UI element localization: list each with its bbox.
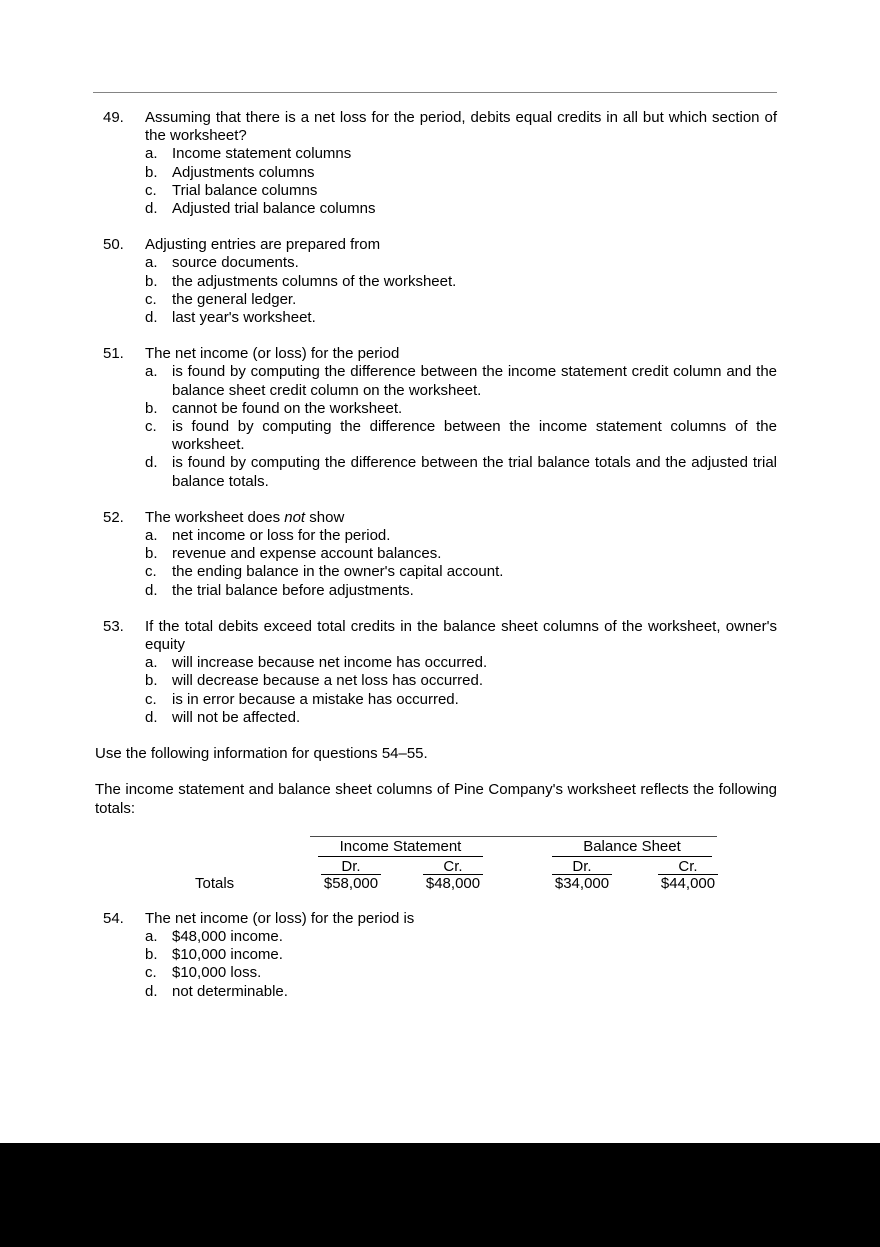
option-text: the adjustments columns of the worksheet.: [172, 272, 457, 290]
bottom-black-bar: [0, 1143, 880, 1247]
option-text: $10,000 income.: [172, 946, 283, 964]
question-body: [145, 109, 777, 218]
income-statement-header: Income Statement: [318, 838, 483, 857]
option: [145, 709, 777, 727]
option: [145, 691, 777, 709]
option-letter: b.: [145, 163, 158, 181]
column-header-cr-balance: Cr.: [658, 858, 718, 875]
question-49: [95, 109, 777, 218]
option-text: is found by computing the difference between the trial balance totals and the adjusted trial balance totals.: [172, 454, 777, 490]
option: [145, 672, 777, 690]
question-51: [95, 345, 777, 491]
option-letter: a.: [145, 927, 158, 945]
intro-note: Use the following information for questions 54–55.: [95, 745, 428, 763]
option-letter: b.: [145, 946, 158, 964]
option: [145, 254, 777, 272]
balance-sheet-header: Balance Sheet: [552, 838, 712, 857]
option-text: is found by computing the difference between the income statement columns of the worksheet.: [172, 418, 777, 454]
question-number: 51.: [103, 345, 124, 363]
option-letter: c.: [145, 690, 157, 708]
option: [145, 291, 777, 309]
option: [145, 454, 777, 490]
option-letter: c.: [145, 964, 157, 982]
question-title: [145, 509, 777, 527]
question-title: Assuming that there is a net loss for the period, debits equal credits in all but which section of the worksheet?: [145, 109, 777, 145]
table-top-rule: [310, 836, 717, 837]
option-letter: d.: [145, 309, 158, 327]
option-text: source documents.: [172, 254, 299, 272]
option-letter: c.: [145, 290, 157, 308]
table-value-income-dr: $58,000: [323, 874, 379, 892]
question-52: [95, 509, 777, 600]
option-text: is in error because a mistake has occurred.: [172, 690, 459, 708]
option-text: the ending balance in the owner's capital account.: [172, 563, 504, 581]
option-text: the trial balance before adjustments.: [172, 581, 414, 599]
option-letter: b.: [145, 399, 158, 417]
question-number: 49.: [103, 109, 124, 126]
option: [145, 964, 777, 982]
option: [145, 273, 777, 291]
option-letter: a.: [145, 527, 158, 545]
table-value-balance-dr: $34,000: [554, 874, 610, 892]
question-body: [145, 910, 777, 1001]
option-letter: a.: [145, 145, 158, 163]
totals-table: [95, 836, 777, 893]
option-letter: d.: [145, 581, 158, 599]
option-text: Trial balance columns: [172, 181, 318, 199]
option: [145, 309, 777, 327]
option-text: $10,000 loss.: [172, 964, 262, 982]
question-54: [95, 910, 777, 1001]
option-text: Adjusted trial balance columns: [172, 200, 376, 218]
option-text: will not be affected.: [172, 708, 301, 726]
column-header-dr-balance: Dr.: [552, 858, 612, 875]
question-title: Adjusting entries are prepared from: [145, 236, 381, 254]
question-number: 53.: [103, 617, 124, 635]
question-title: The net income (or loss) for the period is: [145, 909, 415, 927]
option-text: $48,000 income.: [172, 927, 283, 945]
question-number: 54.: [103, 909, 124, 927]
question-body: [145, 618, 777, 727]
option: [145, 418, 777, 454]
option: [145, 545, 777, 563]
option: [145, 527, 777, 545]
option-letter: d.: [145, 200, 158, 218]
question-50: [95, 236, 777, 327]
option: [145, 563, 777, 581]
option: [145, 654, 777, 672]
option: [145, 946, 777, 964]
option-letter: c.: [145, 563, 157, 581]
option-text: last year's worksheet.: [172, 309, 316, 327]
question-title-suffix: show: [305, 508, 345, 526]
option-letter: b.: [145, 672, 158, 690]
option: [145, 400, 777, 418]
option: [145, 928, 777, 946]
option: [145, 200, 777, 218]
option: [145, 983, 777, 1001]
option: [145, 145, 777, 163]
content: [95, 109, 777, 1019]
option-text: Income statement columns: [172, 145, 352, 163]
option-text: Adjustments columns: [172, 163, 315, 181]
question-53: [95, 618, 777, 727]
question-number: 52.: [103, 508, 124, 526]
option-letter: a.: [145, 654, 158, 672]
option-text: is found by computing the difference between the income statement credit column and the balance sheet credit column on the worksheet.: [172, 363, 777, 399]
option-letter: d.: [145, 708, 158, 726]
option: [145, 363, 777, 399]
option: [145, 582, 777, 600]
question-body: [145, 509, 777, 600]
option-letter: a.: [145, 254, 158, 272]
option-text: the general ledger.: [172, 290, 297, 308]
table-value-balance-cr: $44,000: [660, 874, 716, 892]
top-divider: [93, 92, 777, 93]
intro-description: The income statement and balance sheet columns of Pine Company's worksheet reflects the following totals:: [95, 781, 777, 817]
option-letter: d.: [145, 982, 158, 1000]
option-letter: c.: [145, 181, 157, 199]
option-text: will increase because net income has occurred.: [172, 654, 488, 672]
table-value-income-cr: $48,000: [425, 874, 481, 892]
question-number: 50.: [103, 236, 124, 254]
option-letter: a.: [145, 363, 158, 381]
question-title: The net income (or loss) for the period: [145, 345, 400, 363]
option-letter: b.: [145, 545, 158, 563]
option-letter: c.: [145, 418, 157, 436]
option-text: cannot be found on the worksheet.: [172, 399, 403, 417]
question-title-italic: not: [284, 508, 306, 526]
question-body: [145, 345, 777, 491]
option-text: revenue and expense account balances.: [172, 545, 442, 563]
option: [145, 182, 777, 200]
totals-row-label: Totals: [195, 874, 235, 892]
question-title: If the total debits exceed total credits in the balance sheet columns of the worksheet, owner's equity: [145, 617, 777, 654]
option-text: will decrease because a net loss has occurred.: [172, 672, 484, 690]
column-header-cr-income: Cr.: [423, 858, 483, 875]
option-letter: b.: [145, 272, 158, 290]
option-letter: d.: [145, 454, 158, 472]
option: [145, 164, 777, 182]
question-title-prefix: The worksheet does: [145, 508, 285, 526]
option-text: not determinable.: [172, 982, 288, 1000]
option-text: net income or loss for the period.: [172, 527, 391, 545]
column-header-dr-income: Dr.: [321, 858, 381, 875]
question-body: [145, 236, 777, 327]
